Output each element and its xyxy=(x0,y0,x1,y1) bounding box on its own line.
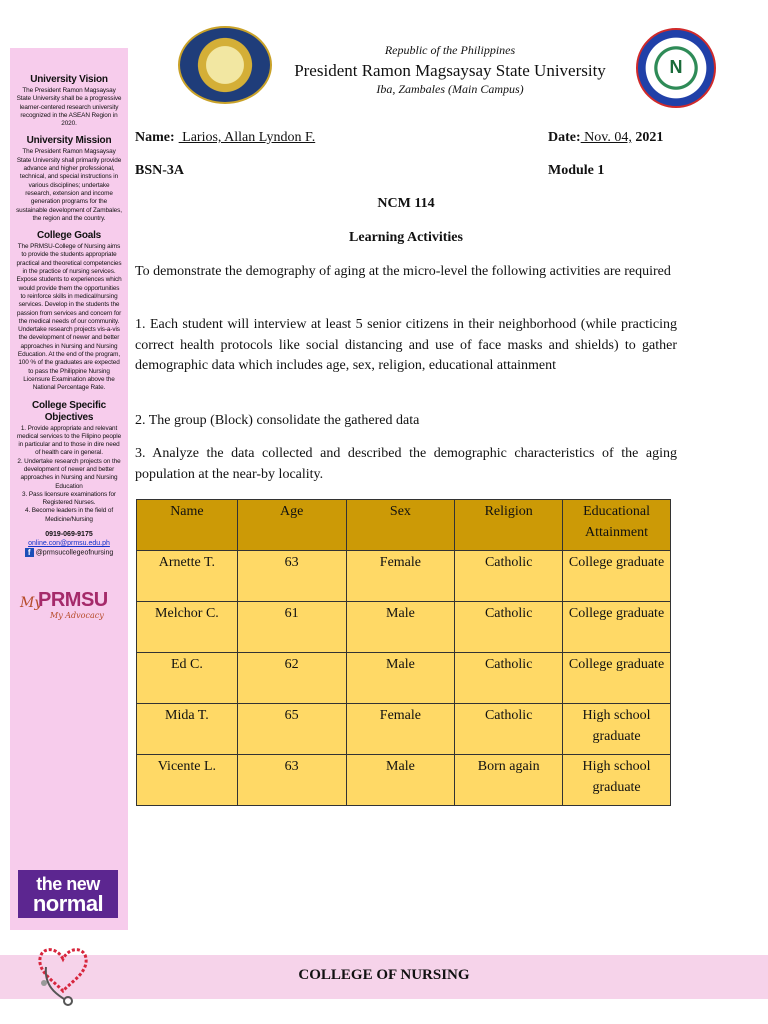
paragraph-step-3: 3. Analyze the data collected and described the demographic characteristics of the aging population at the near-by locality. xyxy=(135,446,677,482)
goals-title: College Goals xyxy=(36,230,102,242)
mission-title: University Mission xyxy=(26,135,112,147)
cell-education: High school graduate xyxy=(563,704,671,755)
objective-item: 1. Provide appropriate and relevant medical services to the Filipino people in particular and to those in dire need of health care in general. xyxy=(16,424,122,457)
mission-text: The President Ramon Magsaysay State University shall primarily provide advance and higher professional, technical, and special instructions in various disciplines; undertake research, extension and income generation programs for the sustainable development of Zambales, the region and the country. xyxy=(16,148,122,222)
cell-religion: Born again xyxy=(455,755,563,806)
cell-age: 63 xyxy=(237,755,346,806)
cell-name: Mida T. xyxy=(137,704,238,755)
cell-sex: Male xyxy=(346,653,455,704)
cell-religion: Catholic xyxy=(455,653,563,704)
goals-text: The PRMSU-College of Nursing aims to provide the students appropriate practical and theoretical competencies in the practice of nursing services. Expose students to experiences which would provide them the opportunities to reinforce skills in medical/nursing services. Develop in the students the passion from services and concern for the medical needs of our community. Undertake research projects vis-a-vis the development of newer and better approaches in Nursing and Nursing Education. At the end of the program, 100 % of the graduates are expected to pass the Philippine Nursing Licensure Examination above the National Percentage Rate. xyxy=(16,243,122,392)
cell-name: Arnette T. xyxy=(137,551,238,602)
section-label: BSN-3A xyxy=(135,163,185,178)
activity-title: Learning Activities xyxy=(349,230,463,245)
heart-stethoscope-icon xyxy=(34,937,92,1007)
objective-item: 4. Become leaders in the field of Medicine/Nursing xyxy=(25,507,113,523)
demographic-table xyxy=(136,499,671,806)
date-row xyxy=(548,130,663,146)
vision-title: University Vision xyxy=(30,74,108,85)
phone-number: 0919-069-9175 xyxy=(45,531,93,539)
my-prmsu-logo: My PRMSU My Advocacy xyxy=(20,589,108,621)
table-row xyxy=(137,653,671,704)
cell-name: Vicente L. xyxy=(137,755,238,806)
cell-sex: Male xyxy=(346,602,455,653)
header-republic: Republic of the Philippines xyxy=(384,43,516,57)
objective-item: 3. Pass licensure examinations for Registered Nurses. xyxy=(22,490,116,507)
cell-sex: Female xyxy=(346,551,455,602)
header-religion: Religion xyxy=(455,500,563,551)
facebook-icon: f xyxy=(25,548,34,557)
cell-education: College graduate xyxy=(563,551,671,602)
cell-name: Melchor C. xyxy=(137,602,238,653)
nursing-seal-logo: N xyxy=(636,28,716,108)
objective-item: 2. Undertake research projects on the development of newer and better approaches in Nursing and Nursing Education xyxy=(17,457,121,490)
student-name-row xyxy=(135,130,315,146)
table-row xyxy=(137,755,671,806)
cell-education: College graduate xyxy=(563,653,671,704)
new-normal-logo: the new normal xyxy=(18,870,118,918)
paragraph-intro: To demonstrate the demography of aging at the micro-level the following activities are required xyxy=(135,264,671,279)
paragraph-step-1: 1. Each student will interview at least 5 senior citizens in their neighborhood (while practicing correct health protocols like social distancing and use of face masks and shields) to gather demographic data which includes age, sex, religion, educational attainment xyxy=(135,317,677,373)
contact-block xyxy=(16,530,122,557)
paragraph-step-2: 2. The group (Block) consolidate the gathered data xyxy=(135,413,420,428)
date-value: Nov. 04, xyxy=(580,130,632,145)
footer-title: COLLEGE OF NURSING xyxy=(298,967,470,983)
header-sex: Sex xyxy=(346,500,455,551)
header-university: President Ramon Magsaysay State University xyxy=(294,61,606,80)
cell-education: College graduate xyxy=(563,602,671,653)
cell-name: Ed C. xyxy=(137,653,238,704)
cell-sex: Male xyxy=(346,755,455,806)
vision-text: The President Ramon Magsaysay State University shall be a progressive learner-centered research university recognized in the ASEAN Region in 2020. xyxy=(16,87,122,128)
objectives-list xyxy=(16,425,122,525)
facebook-line[interactable] xyxy=(16,548,122,557)
cell-religion: Catholic xyxy=(455,551,563,602)
objectives-title: College Specific Objectives xyxy=(31,399,107,423)
table-row xyxy=(137,602,671,653)
course-title: NCM 114 xyxy=(377,196,435,211)
cell-religion: Catholic xyxy=(455,602,563,653)
header-education: Educational Attainment xyxy=(563,500,671,551)
table-row xyxy=(137,704,671,755)
table-header-row xyxy=(137,500,671,551)
cell-age: 61 xyxy=(237,602,346,653)
cell-age: 63 xyxy=(237,551,346,602)
facebook-handle: @prmsucollegeofnursing xyxy=(35,549,114,557)
cell-religion: Catholic xyxy=(455,704,563,755)
cell-age: 62 xyxy=(237,653,346,704)
header-name: Name xyxy=(137,500,238,551)
module-label: Module 1 xyxy=(548,163,605,178)
header-location: Iba, Zambales (Main Campus) xyxy=(376,82,524,96)
footer-banner xyxy=(0,955,768,999)
date-year: 2021 xyxy=(631,130,664,145)
university-seal-logo xyxy=(178,26,272,104)
student-name: Larios, Allan Lyndon F. xyxy=(178,130,316,145)
date-label: Date: xyxy=(548,130,581,145)
email-link[interactable]: online.con@prmsu.edu.ph xyxy=(28,540,110,548)
cell-education: High school graduate xyxy=(563,755,671,806)
header-age: Age xyxy=(237,500,346,551)
sidebar xyxy=(10,48,128,930)
cell-age: 65 xyxy=(237,704,346,755)
name-label: Name: xyxy=(135,130,175,145)
cell-sex: Female xyxy=(346,704,455,755)
table-row xyxy=(137,551,671,602)
